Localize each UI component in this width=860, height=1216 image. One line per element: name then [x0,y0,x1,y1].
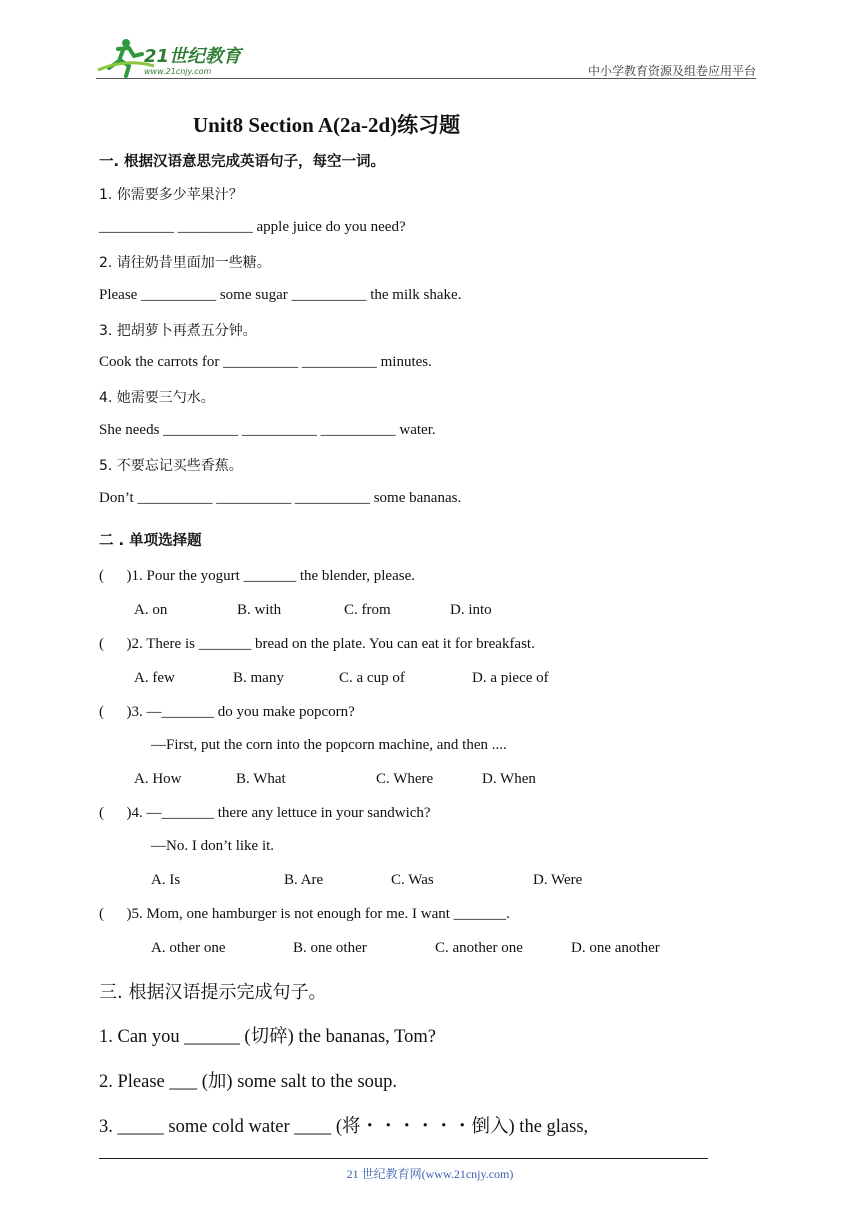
s2-q1-option-a: A. on [134,602,168,618]
s2-q4-option-a: A. Is [151,872,181,888]
s3-q2: 2. Please ___ (加) some salt to the soup. [99,1072,398,1092]
s1-q2-en: Please __________ some sugar __________ the milk shake. [99,287,462,303]
s2-q5-option-b: B. one other [293,940,367,956]
s2-q4-option-b: B. Are [284,872,324,888]
s2-q4-stem: ( )4. —_______ there any lettuce in your sandwich? [99,805,431,821]
s2-q3-option-b: B. What [236,771,286,787]
s2-q1-option-d: D. into [450,602,492,618]
header-platform-text: 中小学教育资源及组卷应用平台 [587,64,756,78]
s1-q5-cn: 5. 不要忘记买些香蕉。 [99,458,243,474]
s3-q3: 3. _____ some cold water ____ (将・・・・・・倒入) the glass, [99,1117,589,1137]
s2-q1-option-c: C. from [344,602,391,618]
s2-q2-option-b: B. many [233,670,284,686]
s3-q1: 1. Can you ______ (切碎) the bananas, Tom? [99,1027,436,1047]
s2-q2-option-d: D. a piece of [472,670,549,686]
section2-heading: 二 . 单项选择题 [99,533,202,549]
s1-q1-cn: 1. 你需要多少苹果汁？ [99,187,243,203]
header-divider [96,78,756,79]
s2-q4-option-d: D. Were [533,872,583,888]
footer-divider [99,1158,708,1159]
s2-q5-option-a: A. other one [151,940,226,956]
s2-q2-option-c: C. a cup of [339,670,405,686]
s1-q4-cn: 4. 她需要三勺水。 [99,390,215,406]
logo [96,36,271,80]
s2-q5-stem: ( )5. Mom, one hamburger is not enough for me. I want _______. [99,906,510,922]
s2-q3-option-c: C. Where [376,771,434,787]
page-title: Unit8 Section A(2a-2d)练习题 [193,113,461,137]
logo-url: www.21cnjy.com [144,67,212,76]
s2-q4-dialog: —No. I don’t like it. [151,838,275,854]
s2-q3-stem: ( )3. —_______ do you make popcorn? [99,704,355,720]
s2-q5-option-d: D. one another [571,940,660,956]
s1-q3-cn: 3. 把胡萝卜再煮五分钟。 [99,323,257,339]
s1-q1-en: __________ __________ apple juice do you need? [99,219,406,235]
s2-q3-option-a: A. How [134,771,182,787]
s2-q1-stem: ( )1. Pour the yogurt _______ the blender, please. [99,568,415,584]
s2-q2-option-a: A. few [134,670,175,686]
s1-q3-en: Cook the carrots for __________ __________ minutes. [99,354,432,370]
s1-q2-cn: 2. 请往奶昔里面加一些糖。 [99,255,271,271]
s1-q4-en: She needs __________ __________ __________ water. [99,422,436,438]
logo-text: 21世纪教育 [144,46,242,67]
s1-q5-en: Don’t __________ __________ __________ some bananas. [99,490,462,506]
s2-q1-option-b: B. with [237,602,282,618]
section1-heading: 一. 根据汉语意思完成英语句子，每空一词。 [99,154,386,170]
page-header [96,36,756,80]
s2-q5-option-c: C. another one [435,940,523,956]
section3-heading: 三. 根据汉语提示完成句子。 [99,982,327,1003]
page-footer: 21 世纪教育网(www.21cnjy.com) [346,1167,514,1181]
s2-q3-dialog: —First, put the corn into the popcorn machine, and then .... [151,737,507,753]
s2-q2-stem: ( )2. There is _______ bread on the plate. You can eat it for breakfast. [99,636,535,652]
s2-q3-option-d: D. When [482,771,536,787]
s2-q4-option-c: C. Was [391,872,434,888]
